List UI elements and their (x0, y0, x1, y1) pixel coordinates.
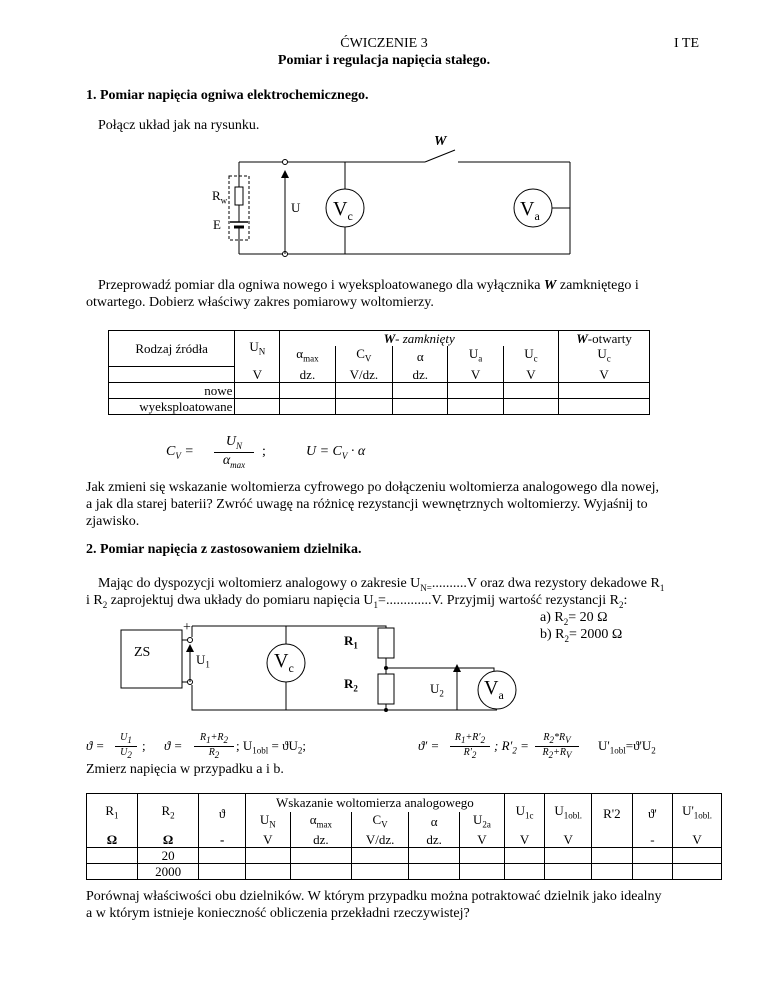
section2-para1: Mając do dyspozycji woltomierz analogowy o zakresie $U_{N=}..........V$ oraz dwa rezystory dekadowe $R_1$ (98, 576, 665, 593)
r2-label: $R_2$ (344, 676, 358, 694)
r1-label: $R_1$ (344, 633, 358, 651)
row-r2-2000: 2000 (137, 864, 198, 880)
formula-theta-frac1: $U_1$ $U_2$ (115, 732, 137, 761)
zs-label: ZS (134, 645, 151, 660)
section1-paragraph-line2: otwartego. Dobierz właściwy zakres pomiarowy woltomierzy. (86, 295, 434, 310)
formula-theta: ϑ = (86, 738, 105, 753)
u-label: U (291, 200, 301, 215)
rw-label: $R_w$ (212, 188, 228, 206)
formula-u: $U = C_V \cdot \alpha$ (306, 444, 366, 461)
table2: $R_1$ $R_2$ ϑ Wskazanie woltomierza analogowego $U_{1c}$ $U_{1obl.}$ R'2 ϑ' $U'_{1obl.}$ $U_N$ $\alpha_{max}$ $C_V$ α $U_{2a}$ Ω Ω - V dz. V/dz. dz. V V V - V 20 2000 (86, 793, 722, 880)
exercise-number: ĆWICZENIE 3 (340, 36, 428, 51)
circuit1-diagram (0, 130, 768, 280)
measure-text: Zmierz napięcia w przypadku a i b. (86, 762, 284, 777)
formula-u1obl: ; $U_{1obl} = ϑU_2$; (236, 738, 307, 756)
plus-label: + (183, 620, 191, 635)
formula-cv-semicolon: ; (262, 444, 266, 459)
section1-instruction: Połącz układ jak na rysunku. (98, 118, 260, 133)
circuit2-diagram (0, 610, 768, 730)
question-line3: zjawisko. (86, 514, 140, 529)
table1: Rodzaj źródła $U_N$ W- zamknięty W-otwarty $\alpha_{max}$ $C_V$ α $U_a$ $U_c$ $U_c$ V dz. V/dz. dz. V V V nowe wyeksploatowane (108, 330, 650, 415)
switch-label: W (434, 134, 447, 149)
formula-r2prime: ; $R'_2$ = (494, 738, 529, 756)
question-line2: a jak dla starej baterii? Zwróć uwagę na różnicę rezystancji wewnętrznych woltomierzy. Wyjaśnij to (86, 497, 648, 512)
section1-heading: 1. Pomiar napięcia ogniwa elektrochemicznego. (86, 88, 369, 103)
option-b: b) $R_2= 2000$ Ω (540, 627, 623, 644)
question-line1: Jak zmieni się wskazanie woltomierza cyfrowego po dołączeniu woltomierza analogowego dla nowej, (86, 480, 660, 495)
vc-label: $V_c$ (333, 198, 353, 223)
formula-theta-frac2: $R_1+R_2$ $R_2$ (194, 732, 234, 761)
section1-paragraph-line1: Przeprowadź pomiar dla ogniwa nowego i wyeksploatowanego dla wyłącznika W zamkniętego i (98, 278, 639, 293)
section2-heading: 2. Pomiar napięcia z zastosowaniem dzielnika. (86, 542, 362, 557)
formula-theta-prime: ϑ′ = (418, 738, 440, 753)
formula-cv-fraction: $U_N$ $\alpha_{max}$ (214, 434, 254, 470)
row-r2-20: 20 (137, 848, 198, 864)
formula-r2prime-frac: $R_2*R_V$ $R_2+R_V$ (535, 732, 579, 761)
vc2-label: $V_c$ (274, 650, 294, 675)
u1-label: $U_1$ (196, 652, 210, 670)
formula-theta2: ϑ = (164, 738, 183, 753)
formula-u1obl-prime: $U'_{1obl}=ϑ'U_2$ (598, 738, 656, 756)
final-line2: a w którym istnieje konieczność obliczenia przekładni rzeczywistej? (86, 906, 470, 921)
formula-theta-prime-frac: $R_1+R'_2$ $R'_2$ (450, 732, 490, 761)
row-nowe: nowe (109, 382, 235, 398)
formula-sep1: ; (142, 738, 146, 753)
section2-para2: i $R_2$ zaprojektuj dwa układy do pomiaru napięcia $U_1=.............V$. Przyjmij wartość rezystancji $R_2$: (86, 593, 628, 610)
exercise-title: Pomiar i regulacja napięcia stałego. (277, 53, 491, 68)
va-label: $V_a$ (520, 198, 540, 223)
e-label: E (213, 217, 221, 232)
group-label: I TE (674, 36, 700, 51)
formula-cv: $C_V$ = (166, 444, 194, 461)
final-line1: Porównaj właściwości obu dzielników. W którym przypadku można potraktować dzielnik jako idealny (86, 889, 662, 904)
u2-label: $U_2$ (430, 681, 444, 699)
va2-label: $V_a$ (484, 677, 504, 702)
option-a: a) $R_2= 20$ Ω (540, 610, 608, 627)
row-wyeksploatowane: wyeksploatowane (109, 398, 235, 414)
